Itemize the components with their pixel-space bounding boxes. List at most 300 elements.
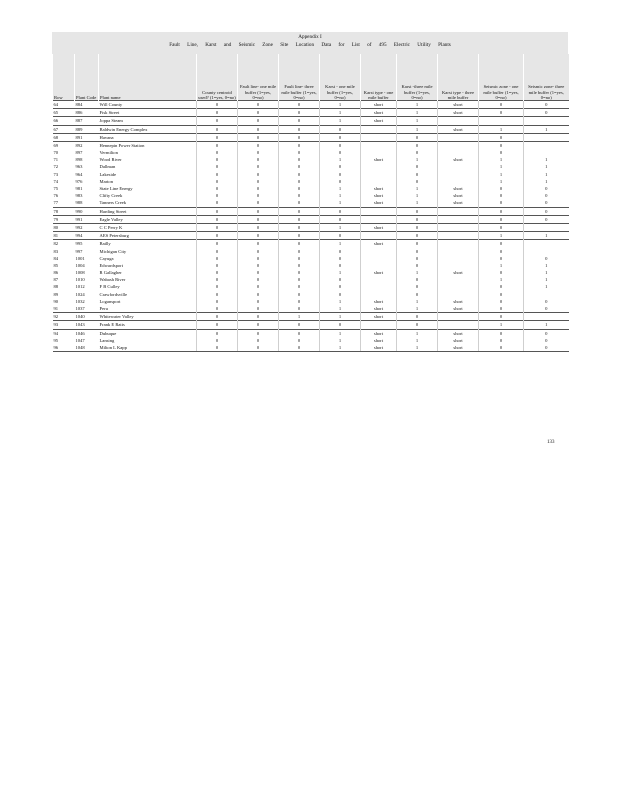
table-row: [53, 344, 569, 352]
plant-name: Clifty Creek: [99, 193, 123, 199]
seismic-one-mile-cell: 0: [479, 329, 524, 337]
plant-code: 997: [75, 248, 83, 254]
karst-one-mile-cell: 1: [320, 192, 361, 199]
table-row: [53, 284, 569, 291]
seismic-one-mile-cell: 0: [479, 344, 524, 352]
plant-code: 991: [75, 215, 99, 223]
karst-type-three-mile-cell: short: [438, 269, 479, 276]
plant-name: State Line Energy: [99, 186, 133, 192]
row-number: 95: [53, 337, 59, 343]
fault-one-mile-cell: 0: [238, 171, 279, 178]
county-centroid-cell: 0: [197, 149, 238, 156]
karst-type-three-mile-cell: [438, 262, 479, 269]
karst-one-mile-cell: 1: [320, 337, 361, 344]
table-row: [53, 149, 569, 156]
karst-three-mile-cell: 0: [397, 224, 438, 232]
seismic-one-mile-cell: 0: [479, 101, 524, 109]
seismic-one-mile-cell: 0: [479, 199, 524, 207]
seismic-three-mile-cell: 0: [524, 101, 569, 109]
karst-three-mile-cell: 1: [397, 337, 438, 344]
fault-one-mile-cell: 0: [238, 337, 279, 344]
karst-type-three-mile-cell: [438, 255, 479, 262]
fault-three-mile-cell: 0: [279, 298, 320, 305]
row-number: 82: [53, 240, 75, 248]
col-header-karst-type-one-mile: Karst type - one mile buffer: [361, 54, 397, 101]
fault-three-mile-cell: 0: [279, 141, 320, 149]
karst-three-mile-cell: 1: [397, 156, 438, 163]
karst-one-mile-cell: 0: [320, 207, 361, 215]
karst-type-one-mile-cell: short: [361, 313, 397, 321]
fault-three-mile-cell: 0: [279, 156, 320, 163]
seismic-one-mile-cell: 0: [479, 133, 524, 141]
seismic-three-mile-cell: 1: [524, 284, 569, 291]
seismic-one-mile-cell: 0: [479, 149, 524, 156]
seismic-three-mile-cell: 1: [524, 276, 569, 283]
col-header-row: Row: [53, 54, 75, 101]
karst-type-three-mile-cell: [438, 321, 479, 329]
karst-one-mile-cell: 1: [320, 224, 361, 232]
plant-code: 1037: [75, 306, 85, 312]
plant-name: Dubuque: [99, 329, 197, 337]
seismic-three-mile-cell: 0: [524, 185, 569, 192]
seismic-three-mile-cell: 0: [524, 109, 569, 117]
seismic-three-mile-cell: 1: [524, 262, 569, 269]
plant-name: Lakeside: [99, 171, 117, 177]
table-row: [53, 291, 569, 298]
col-header-plant-name: Plant name: [99, 54, 197, 101]
col-header-plant-code: Plant Code: [75, 54, 99, 101]
karst-one-mile-cell: 1: [320, 305, 361, 313]
fault-one-mile-cell: 0: [238, 215, 279, 223]
col-header-seismic-one-mile: Seismic zone - one mile buffer (1=yes, 0=no): [479, 54, 524, 101]
fault-one-mile-cell: 0: [238, 255, 279, 262]
plant-name: F B Culley: [99, 284, 120, 290]
row-number: 65: [53, 109, 75, 117]
fault-three-mile-cell: 0: [279, 255, 320, 262]
karst-type-one-mile-cell: [361, 255, 397, 262]
col-header-county-centroid: County centroid used? (1=yes, 0=no): [197, 54, 238, 101]
karst-type-one-mile-cell: short: [361, 298, 397, 305]
karst-type-one-mile-cell: short: [361, 117, 397, 125]
fault-one-mile-cell: 0: [238, 133, 279, 141]
karst-type-one-mile-cell: short: [361, 269, 397, 276]
karst-type-three-mile-cell: [438, 149, 479, 156]
seismic-one-mile-cell: 0: [479, 215, 524, 223]
seismic-one-mile-cell: 1: [479, 178, 524, 185]
row-number: 83: [53, 248, 59, 254]
karst-type-three-mile-cell: [438, 291, 479, 298]
row-number: 86: [53, 270, 59, 276]
county-centroid-cell: 0: [197, 313, 238, 321]
row-number: 67: [53, 125, 75, 133]
county-centroid-cell: 0: [197, 133, 238, 141]
table-row: [53, 269, 569, 276]
seismic-one-mile-cell: 1: [479, 232, 524, 240]
karst-three-mile-cell: 0: [397, 291, 438, 298]
table-row: [53, 240, 569, 248]
karst-type-three-mile-cell: short: [438, 185, 479, 192]
plant-code: 1004: [75, 262, 85, 268]
table-body: [53, 101, 569, 352]
seismic-three-mile-cell: 1: [524, 321, 569, 329]
plant-code: 990: [75, 207, 99, 215]
plant-code: 1048: [75, 344, 99, 352]
county-centroid-cell: 0: [197, 192, 238, 199]
karst-three-mile-cell: 1: [397, 305, 438, 313]
plant-name: Joppa Steam: [99, 117, 197, 125]
plant-code: 886: [75, 109, 99, 117]
fault-three-mile-cell: 0: [279, 117, 320, 125]
plant-name: Peru: [99, 306, 108, 312]
table-row: [53, 255, 569, 262]
karst-type-one-mile-cell: [361, 133, 397, 141]
table-row: [53, 109, 569, 117]
karst-type-three-mile-cell: [438, 141, 479, 149]
fault-one-mile-cell: 0: [238, 141, 279, 149]
row-number: 96: [53, 344, 75, 352]
seismic-three-mile-cell: [524, 291, 569, 298]
plant-code: 1001: [75, 255, 85, 261]
karst-one-mile-cell: 0: [320, 141, 361, 149]
fault-one-mile-cell: 0: [238, 125, 279, 133]
seismic-three-mile-cell: 0: [524, 199, 569, 207]
fault-three-mile-cell: 1: [279, 313, 320, 321]
appendix-label: Appendix I: [298, 34, 322, 40]
fault-three-mile-cell: 0: [279, 215, 320, 223]
karst-type-three-mile-cell: short: [438, 344, 479, 352]
karst-type-one-mile-cell: [361, 215, 397, 223]
fault-one-mile-cell: 0: [238, 232, 279, 240]
karst-one-mile-cell: 1: [320, 199, 361, 207]
plant-code: 1047: [75, 337, 85, 343]
karst-one-mile-cell: 0: [320, 164, 361, 171]
karst-one-mile-cell: 0: [320, 255, 361, 262]
row-number: 74: [53, 178, 59, 184]
fault-one-mile-cell: 0: [238, 109, 279, 117]
karst-one-mile-cell: 1: [320, 240, 361, 248]
karst-type-three-mile-cell: [438, 133, 479, 141]
row-number: 84: [53, 255, 59, 261]
fault-one-mile-cell: 0: [238, 344, 279, 352]
fault-one-mile-cell: 0: [238, 262, 279, 269]
seismic-three-mile-cell: 1: [524, 164, 569, 171]
karst-three-mile-cell: 0: [397, 321, 438, 329]
plant-code: 1010: [75, 277, 85, 283]
karst-type-three-mile-cell: [438, 232, 479, 240]
seismic-three-mile-cell: [524, 313, 569, 321]
karst-three-mile-cell: 1: [397, 344, 438, 352]
plant-name: Wood River: [99, 157, 122, 163]
fault-one-mile-cell: 0: [238, 192, 279, 199]
karst-three-mile-cell: 0: [397, 262, 438, 269]
fault-one-mile-cell: 0: [238, 291, 279, 298]
karst-one-mile-cell: 1: [320, 298, 361, 305]
plant-code: 976: [75, 178, 83, 184]
karst-type-three-mile-cell: short: [438, 199, 479, 207]
seismic-three-mile-cell: [524, 149, 569, 156]
karst-one-mile-cell: 0: [320, 232, 361, 240]
county-centroid-cell: 0: [197, 224, 238, 232]
col-header-karst-one-mile: Karst - one mile buffer (1=yes, 0=no): [320, 54, 361, 101]
karst-type-three-mile-cell: [438, 207, 479, 215]
plant-name: Frank E Ratts: [99, 321, 197, 329]
karst-type-three-mile-cell: [438, 224, 479, 232]
karst-type-one-mile-cell: short: [361, 344, 397, 352]
fault-one-mile-cell: 0: [238, 185, 279, 192]
seismic-one-mile-cell: 0: [479, 255, 524, 262]
row-number: 69: [53, 141, 75, 149]
county-centroid-cell: 0: [197, 284, 238, 291]
seismic-one-mile-cell: 0: [479, 291, 524, 298]
table-row: [53, 178, 569, 185]
plant-name: Havana: [99, 133, 197, 141]
fault-one-mile-cell: 0: [238, 224, 279, 232]
row-number: 72: [53, 164, 59, 170]
karst-type-one-mile-cell: [361, 321, 397, 329]
appendix-title: Fault Line, Karst and Seismic Zone Site Location Data for List of 495 Electric Utility Plants: [169, 42, 451, 48]
plant-code: 1046: [75, 329, 99, 337]
fault-three-mile-cell: 0: [279, 178, 320, 185]
plant-code: 992: [75, 224, 99, 232]
karst-one-mile-cell: 1: [320, 269, 361, 276]
row-number: 75: [53, 186, 59, 192]
plant-code: 1032: [75, 298, 85, 304]
county-centroid-cell: 0: [197, 240, 238, 248]
karst-one-mile-cell: 0: [320, 248, 361, 255]
col-header-fault-three-mile: Fault line- three mile buffer (1=yes, 0=no): [279, 54, 320, 101]
seismic-one-mile-cell: 1: [479, 164, 524, 171]
fault-three-mile-cell: 0: [279, 240, 320, 248]
table-row: [53, 101, 569, 109]
karst-type-three-mile-cell: [438, 240, 479, 248]
karst-three-mile-cell: 0: [397, 164, 438, 171]
karst-three-mile-cell: 0: [397, 215, 438, 223]
seismic-one-mile-cell: 0: [479, 240, 524, 248]
seismic-one-mile-cell: 1: [479, 321, 524, 329]
karst-one-mile-cell: 0: [320, 321, 361, 329]
plant-code: 887: [75, 117, 99, 125]
karst-type-one-mile-cell: short: [361, 156, 397, 163]
karst-one-mile-cell: 0: [320, 276, 361, 283]
table-row: [53, 248, 569, 255]
plant-code: 1024: [75, 291, 85, 297]
fault-one-mile-cell: 0: [238, 178, 279, 185]
plant-code: 983: [75, 193, 83, 199]
fault-one-mile-cell: 0: [238, 276, 279, 283]
seismic-three-mile-cell: 0: [524, 207, 569, 215]
plant-name: Bailly: [99, 240, 197, 248]
fault-three-mile-cell: 0: [279, 109, 320, 117]
table-row: [53, 321, 569, 329]
plant-name: Tanners Creek: [99, 200, 127, 206]
karst-one-mile-cell: 1: [320, 109, 361, 117]
seismic-one-mile-cell: 0: [479, 337, 524, 344]
col-header-karst-three-mile: Karst -three mile buffer (1=yes, 0=no): [397, 54, 438, 101]
plant-code: 994: [75, 232, 99, 240]
plant-name: Whitewater Valley: [99, 313, 197, 321]
row-number: 64: [53, 101, 75, 109]
seismic-three-mile-cell: 1: [524, 171, 569, 178]
karst-type-three-mile-cell: [438, 164, 479, 171]
karst-three-mile-cell: 0: [397, 171, 438, 178]
seismic-one-mile-cell: 0: [479, 224, 524, 232]
county-centroid-cell: 0: [197, 215, 238, 223]
karst-type-three-mile-cell: [438, 215, 479, 223]
karst-three-mile-cell: 1: [397, 185, 438, 192]
county-centroid-cell: 0: [197, 269, 238, 276]
seismic-one-mile-cell: 1: [479, 156, 524, 163]
plant-code: 1008: [75, 270, 85, 276]
karst-type-three-mile-cell: short: [438, 109, 479, 117]
plant-code: 988: [75, 200, 83, 206]
seismic-three-mile-cell: [524, 224, 569, 232]
karst-type-one-mile-cell: short: [361, 192, 397, 199]
row-number: 90: [53, 298, 59, 304]
karst-three-mile-cell: 0: [397, 178, 438, 185]
fault-three-mile-cell: 0: [279, 262, 320, 269]
karst-three-mile-cell: 0: [397, 255, 438, 262]
karst-one-mile-cell: 0: [320, 149, 361, 156]
karst-type-one-mile-cell: short: [361, 240, 397, 248]
county-centroid-cell: 0: [197, 337, 238, 344]
plant-name: Logansport: [99, 298, 121, 304]
karst-type-one-mile-cell: [361, 178, 397, 185]
karst-one-mile-cell: 0: [320, 178, 361, 185]
karst-type-one-mile-cell: [361, 284, 397, 291]
plant-name: Michigan City: [99, 248, 127, 254]
seismic-three-mile-cell: 1: [524, 269, 569, 276]
county-centroid-cell: 0: [197, 248, 238, 255]
karst-type-one-mile-cell: short: [361, 329, 397, 337]
karst-one-mile-cell: 1: [320, 156, 361, 163]
karst-type-one-mile-cell: [361, 164, 397, 171]
county-centroid-cell: 0: [197, 305, 238, 313]
karst-type-one-mile-cell: short: [361, 224, 397, 232]
row-number: 78: [53, 207, 75, 215]
fault-one-mile-cell: 0: [238, 199, 279, 207]
karst-type-one-mile-cell: [361, 248, 397, 255]
plant-name: Cayuga: [99, 255, 114, 261]
karst-type-three-mile-cell: [438, 284, 479, 291]
karst-one-mile-cell: 0: [320, 284, 361, 291]
fault-one-mile-cell: 0: [238, 240, 279, 248]
seismic-three-mile-cell: 1: [524, 178, 569, 185]
fault-three-mile-cell: 0: [279, 207, 320, 215]
fault-three-mile-cell: 0: [279, 284, 320, 291]
fault-three-mile-cell: 0: [279, 291, 320, 298]
table-row: [53, 224, 569, 232]
row-number: 77: [53, 200, 59, 206]
seismic-one-mile-cell: 0: [479, 298, 524, 305]
fault-one-mile-cell: 0: [238, 164, 279, 171]
karst-type-one-mile-cell: [361, 141, 397, 149]
karst-type-three-mile-cell: short: [438, 192, 479, 199]
row-number: 93: [53, 321, 75, 329]
karst-three-mile-cell: 0: [397, 133, 438, 141]
karst-type-three-mile-cell: short: [438, 337, 479, 344]
row-number: 70: [53, 150, 59, 156]
col-header-karst-type-three-mile: Karst type - three mile buffer: [438, 54, 479, 101]
table-row: [53, 232, 569, 240]
county-centroid-cell: 0: [197, 255, 238, 262]
county-centroid-cell: 0: [197, 125, 238, 133]
karst-type-one-mile-cell: short: [361, 185, 397, 192]
col-header-seismic-three-mile: Seismic zone- three mile buffer (1=yes, 0=no): [524, 54, 569, 101]
plant-code: 995: [75, 240, 99, 248]
county-centroid-cell: 0: [197, 109, 238, 117]
table-row: [53, 207, 569, 215]
table-row: [53, 276, 569, 283]
county-centroid-cell: 0: [197, 185, 238, 192]
seismic-one-mile-cell: 0: [479, 269, 524, 276]
fault-three-mile-cell: 0: [279, 192, 320, 199]
karst-three-mile-cell: 0: [397, 284, 438, 291]
seismic-three-mile-cell: [524, 240, 569, 248]
seismic-one-mile-cell: 0: [479, 185, 524, 192]
seismic-one-mile-cell: 0: [479, 305, 524, 313]
karst-three-mile-cell: 0: [397, 313, 438, 321]
fault-three-mile-cell: 0: [279, 344, 320, 352]
plant-name: Hennepin Power Station: [99, 141, 197, 149]
county-centroid-cell: 0: [197, 199, 238, 207]
fault-one-mile-cell: 0: [238, 149, 279, 156]
row-number: 94: [53, 329, 75, 337]
karst-type-three-mile-cell: short: [438, 305, 479, 313]
table-row: [53, 185, 569, 192]
fault-one-mile-cell: 0: [238, 305, 279, 313]
plant-name: Baldwin Energy Complex: [99, 125, 197, 133]
plant-code: 1040: [75, 313, 99, 321]
fault-three-mile-cell: 0: [279, 269, 320, 276]
karst-one-mile-cell: 0: [320, 215, 361, 223]
plant-name: Harding Street: [99, 207, 197, 215]
karst-type-three-mile-cell: [438, 178, 479, 185]
karst-one-mile-cell: 0: [320, 171, 361, 178]
seismic-one-mile-cell: 1: [479, 276, 524, 283]
table-header-row: [53, 54, 569, 101]
seismic-three-mile-cell: 0: [524, 305, 569, 313]
seismic-three-mile-cell: 0: [524, 337, 569, 344]
fault-one-mile-cell: 0: [238, 207, 279, 215]
county-centroid-cell: 0: [197, 344, 238, 352]
karst-type-three-mile-cell: [438, 171, 479, 178]
karst-three-mile-cell: 1: [397, 192, 438, 199]
karst-three-mile-cell: 1: [397, 269, 438, 276]
plant-name: Vermilion: [99, 150, 118, 156]
karst-type-three-mile-cell: short: [438, 125, 479, 133]
county-centroid-cell: 0: [197, 291, 238, 298]
appendix-sheet: [52, 32, 568, 352]
table-row: [53, 313, 569, 321]
karst-three-mile-cell: 0: [397, 276, 438, 283]
row-number: 73: [53, 171, 59, 177]
fault-one-mile-cell: 0: [238, 117, 279, 125]
plant-name: Will County: [99, 101, 197, 109]
table-row: [53, 125, 569, 133]
row-number: 79: [53, 215, 75, 223]
fault-three-mile-cell: 0: [279, 133, 320, 141]
seismic-three-mile-cell: 0: [524, 215, 569, 223]
karst-type-one-mile-cell: [361, 125, 397, 133]
county-centroid-cell: 0: [197, 298, 238, 305]
table-row: [53, 133, 569, 141]
karst-one-mile-cell: 1: [320, 344, 361, 352]
fault-one-mile-cell: 0: [238, 313, 279, 321]
fault-three-mile-cell: 0: [279, 149, 320, 156]
fault-one-mile-cell: 0: [238, 298, 279, 305]
plant-name: Wabash River: [99, 277, 126, 283]
row-number: 76: [53, 193, 59, 199]
